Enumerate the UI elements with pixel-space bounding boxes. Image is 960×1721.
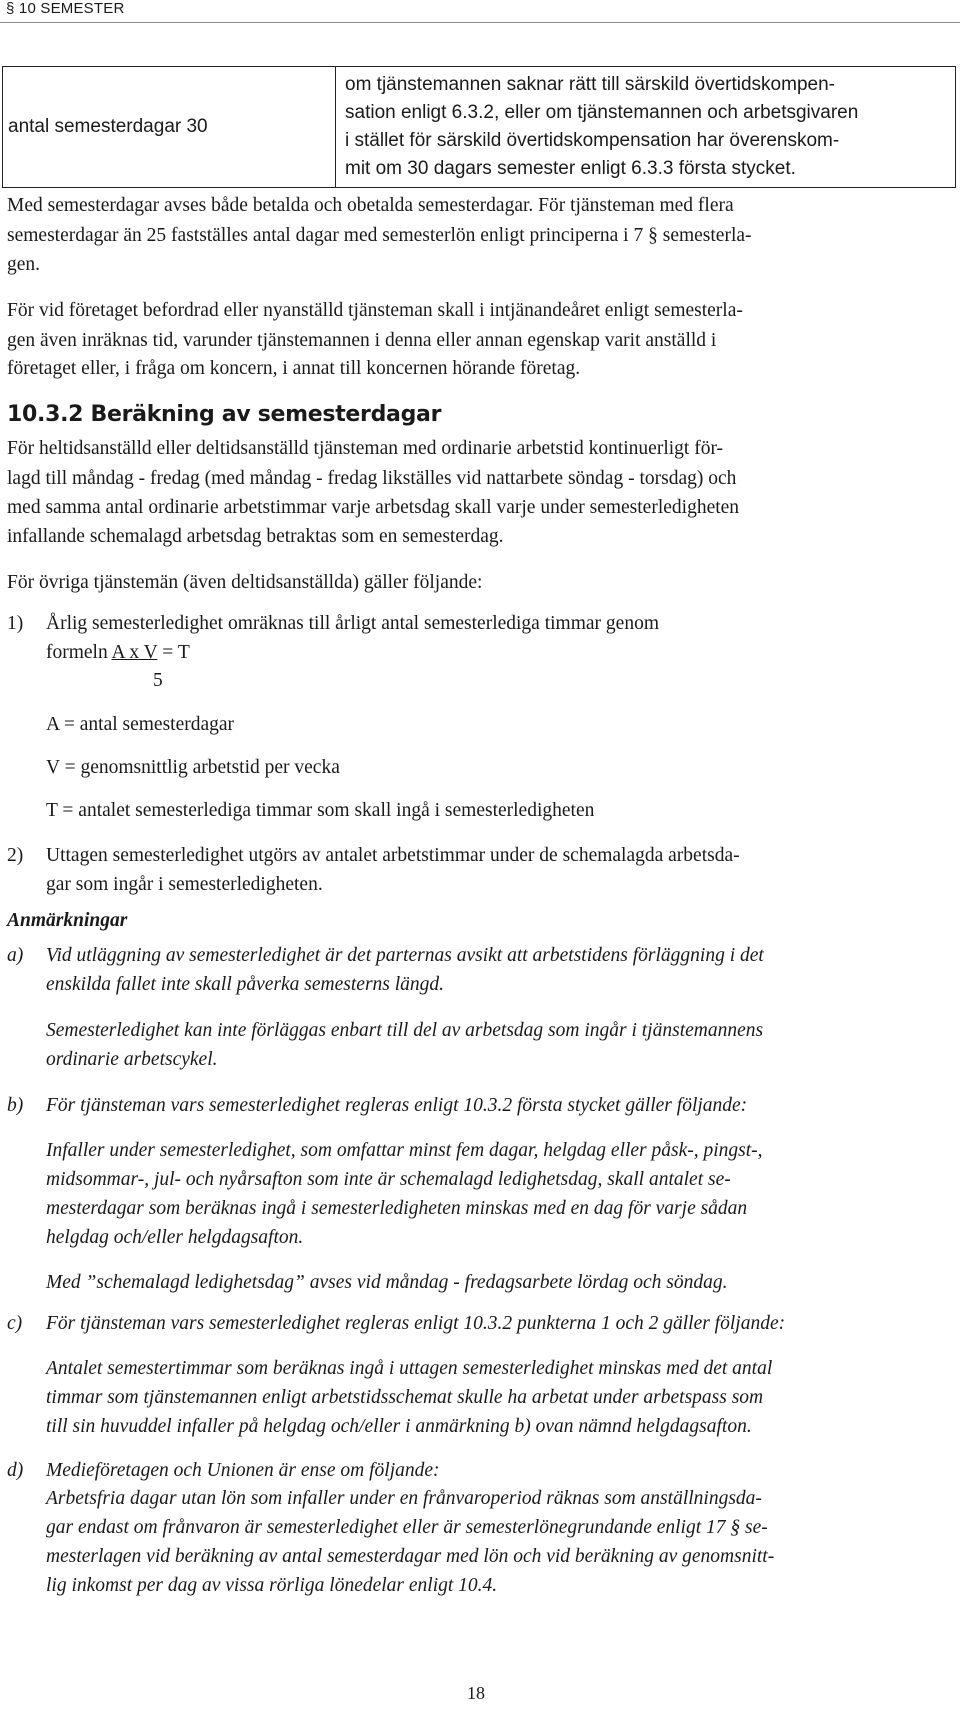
formula-numerator: A x V xyxy=(111,642,158,663)
remarks-heading: Anmärkningar xyxy=(7,910,128,931)
remark-b-line: Infaller under semesterledighet, som omfattar minst fem dagar, helgdag eller påsk-, pingst-, xyxy=(46,1140,763,1161)
intro-p2-line: För vid företaget befordrad eller nyanställd tjänsteman skall i intjänandeåret enligt semesterla- xyxy=(7,300,743,321)
intro-p1-line: Med semesterdagar avses både betalda och obetalda semesterdagar. För tjänsteman med flera xyxy=(7,195,734,216)
remark-d-line: Medieföretagen och Unionen är ense om följande: xyxy=(46,1460,440,1481)
remark-marker: a) xyxy=(7,945,24,966)
formula-prefix: formeln xyxy=(46,642,112,663)
table-left-cell: antal semesterdagar 30 xyxy=(8,116,208,137)
table-right-line: mit om 30 dagars semester enligt 6.3.3 första stycket. xyxy=(345,158,796,179)
section-p1-line: med samma antal ordinarie arbetstimmar varje arbetsdag skall varje under semesterledigheten xyxy=(7,497,740,518)
remark-b-line: midsommar-, jul- och nyårsafton som inte är schemalagd ledighetsdag, skall antalet se- xyxy=(46,1169,731,1190)
section-heading: 10.3.2 Beräkning av semesterdagar xyxy=(7,402,442,427)
intro-p2-line: företaget eller, i fråga om koncern, i annat till koncernen hörande företag. xyxy=(7,358,581,379)
section-p1-line: lagd till måndag - fredag (med måndag - fredag likställes vid nattarbete söndag - torsdag) och xyxy=(7,468,737,489)
remark-b-line: För tjänsteman vars semesterledighet regleras enligt 10.3.2 första stycket gäller följande: xyxy=(46,1095,748,1116)
remark-b-line: helgdag och/eller helgdagsafton. xyxy=(46,1227,304,1248)
remark-marker: d) xyxy=(7,1460,24,1481)
remark-c-line: timmar som tjänstemannen enligt arbetstidsschemat skulle ha arbetat under arbetspass som xyxy=(46,1387,764,1408)
remark-marker: c) xyxy=(7,1313,23,1334)
table-right-cell xyxy=(345,71,950,183)
list-marker: 2) xyxy=(7,845,24,866)
formula xyxy=(46,642,190,664)
running-header: § 10 SEMESTER xyxy=(6,0,125,17)
header-rule xyxy=(0,22,960,23)
table-right-line: om tjänstemannen saknar rätt till särskild övertidskompen- xyxy=(345,74,835,95)
item2-line: Uttagen semesterledighet utgörs av antalet arbetstimmar under de schemalagda arbetsda- xyxy=(46,845,740,866)
remark-d-line: lig inkomst per dag av vissa rörliga lönedelar enligt 10.4. xyxy=(46,1575,498,1596)
definition-line: A = antal semesterdagar xyxy=(46,714,235,735)
remark-a-line: enskilda fallet inte skall påverka semesterns längd. xyxy=(46,974,445,995)
table-right-line: sation enligt 6.3.2, eller om tjänstemannen och arbetsgivaren xyxy=(345,102,859,123)
definition-line: T = antalet semesterlediga timmar som skall ingå i semesterledigheten xyxy=(46,800,595,821)
table-right-line: i stället för särskild övertidskompensation har överenskom- xyxy=(345,130,840,151)
section-p1-line: För heltidsanställd eller deltidsanställd tjänsteman med ordinarie arbetstid kontinuerligt för- xyxy=(7,438,724,459)
item2-line: gar som ingår i semesterledigheten. xyxy=(46,874,323,895)
intro-p1-line: semesterdagar än 25 fastställes antal dagar med semesterlön enligt principerna i 7 § semesterla- xyxy=(7,225,752,246)
remark-c-line: Antalet semestertimmar som beräknas ingå i uttagen semesterledighet minskas med det antal xyxy=(46,1358,773,1379)
table-divider xyxy=(335,67,336,187)
definition-line: V = genomsnittlig arbetstid per vecka xyxy=(46,757,340,778)
remark-c-line: För tjänsteman vars semesterledighet regleras enligt 10.3.2 punkterna 1 och 2 gäller följande: xyxy=(46,1313,786,1334)
intro-p2-line: gen även inräknas tid, varunder tjänstemannen i denna eller annan egenskap varit anställd i xyxy=(7,330,717,351)
page-number: 18 xyxy=(467,1683,485,1703)
remark-c-line: till sin huvuddel infaller på helgdag och/eller i anmärkning b) ovan nämnd helgdagsafton. xyxy=(46,1416,752,1437)
semester-days-table xyxy=(2,66,956,188)
remark-b-line: Med ”schemalagd ledighetsdag” avses vid måndag - fredagsarbete lördag och söndag. xyxy=(46,1272,728,1293)
section-p1-line: infallande schemalagd arbetsdag betraktas som en semesterdag. xyxy=(7,526,504,547)
remark-d-line: mesterlagen vid beräkning av antal semesterdagar med lön och vid beräkning av genomsnitt- xyxy=(46,1546,775,1567)
formula-suffix: = T xyxy=(157,642,190,663)
remark-d-line: gar endast om frånvaron är semesterledighet eller är semesterlönegrundande enligt 17 § se- xyxy=(46,1517,768,1538)
remark-d-line: Arbetsfria dagar utan lön som infaller under en frånvaroperiod räknas som anställningsda- xyxy=(46,1488,762,1509)
remark-b-line: mesterdagar som beräknas ingå i semesterledigheten minskas med en dag för varje sådan xyxy=(46,1198,748,1219)
item1-line: Årlig semesterledighet omräknas till årligt antal semesterlediga timmar genom xyxy=(46,613,659,634)
remark-marker: b) xyxy=(7,1095,24,1116)
intro-p1-line: gen. xyxy=(7,254,41,275)
remark-a-line: ordinarie arbetscykel. xyxy=(46,1049,218,1070)
section-p2: För övriga tjänstemän (även deltidsanställda) gäller följande: xyxy=(7,572,483,593)
remark-a-line: Vid utläggning av semesterledighet är det parternas avsikt att arbetstidens förläggning i det xyxy=(46,945,764,966)
list-marker: 1) xyxy=(7,613,24,634)
remark-a-line: Semesterledighet kan inte förläggas enbart till del av arbetsdag som ingår i tjänstemannens xyxy=(46,1020,764,1041)
formula-denominator: 5 xyxy=(153,670,163,691)
